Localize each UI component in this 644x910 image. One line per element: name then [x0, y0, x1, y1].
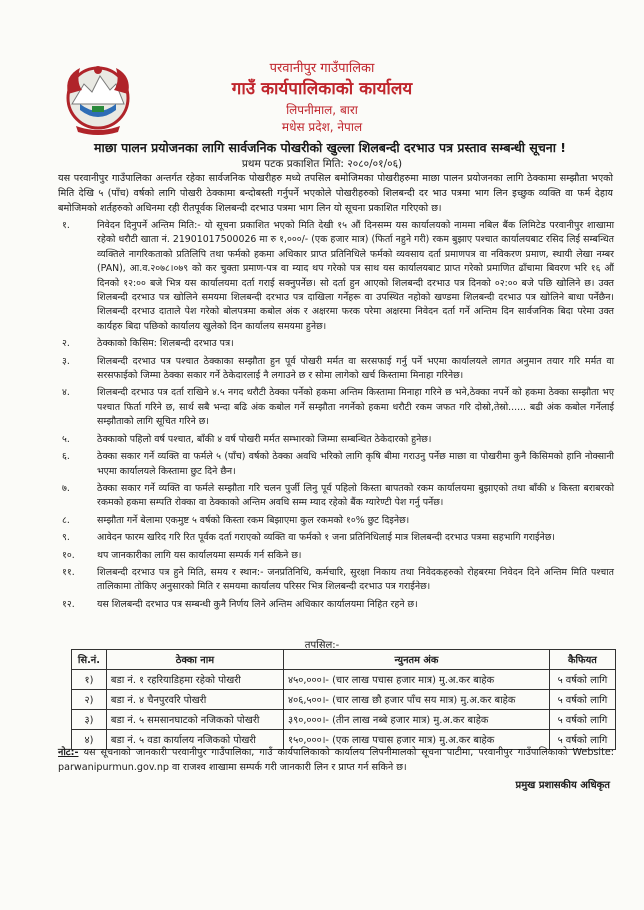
condition-number: ६.: [62, 451, 70, 463]
table-cell: १५०,०००।- (एक लाख पचास हजार मात्र) मु.अ.कर बाहेक: [284, 730, 550, 750]
table-cell: ५ वर्षको लागि: [549, 690, 615, 710]
table-cell: बडा नं. ५ वडा कार्यालय नजिकको पोखरी: [106, 730, 283, 750]
condition-text: शिलबन्दी दरभाउ पत्र हुने मिति, समय र स्थान:- जनप्रतिनिधि, कर्मचारि, सुरक्षा निकाय तथा निवेदकहरुको रोहबरमा निवेदन दिने अन्तिम मिति पश्चात तालिकामा तोकिए अनुसारको मिति र समयमा कार्यालय परिसर भित्र शिलबन्दी दरभाउ पत्र गराईनेछ।: [97, 566, 614, 593]
table-cell: ३९०,०००।- (तीन लाख नब्बे हजार मात्र) मु.अ.कर बाहेक: [284, 710, 550, 730]
condition-text: सम्झौता गर्ने बेलामा एकमुष्ट ५ वर्षको किस्ता रकम बिझाएमा कुल रकमको १०% छुट दिइनेछ।: [97, 514, 410, 526]
condition-text: ठेक्का सकार गर्ने व्यक्ति वा फर्मले सम्झौता गरि चलन पुर्जी लिनु पूर्व पहिलो किस्ता बापतको रकम कार्यालयमा बुझाएको तथा बाँकी ४ किस्ता बराबरको रकमको हकमा सम्पति रोक्का वा ठेक्काको अन्तिम अवधि सम्म म्याद रहेको बैंक ग्यारेण्टी पेश गर्नु पर्नेछ।: [97, 482, 614, 509]
table-cell: ३): [72, 710, 107, 730]
condition-text: आवेदन फारम खरिद गरि रित पूर्वक दर्ता गराएको व्यक्ति वा फर्मको १ जना प्रतिनिधिलाई मात्र शिलबन्दी दरभाउ पत्रमा सहभागि गराईनेछ।: [97, 532, 555, 544]
table-header-row: [72, 650, 616, 670]
pond-table: [71, 649, 616, 750]
intro-paragraph: यस परवानीपुर गाउँपालिका अन्तर्गत रहेका सार्वजनिक पोखरीहरु मध्ये तपसिल बमोजिमका पोखरीहरुमा माछा पालन प्रयोजनका लागि ठेक्कामा सम्झौता भएको मिति देखि ५ (पाँच) वर्षको लागि पोखरी ठेक्कामा बन्दोबस्ती गर्नुपर्ने भएकोले पोखरीहरुको शिलबन्दी दर भाउ पत्रमा भाग लिन इच्छुक व्यक्ति वा फर्म देहाय बमोजिमको शर्तहरुको अधिनमा रही रीतपूर्वक शिलबन्दी दरभाउ पत्रमा भाग लिन यो सूचना प्रकाशित गरिएको छ।: [58, 173, 613, 214]
table-cell: ५ वर्षको लागि: [549, 670, 615, 690]
condition-item: [58, 337, 614, 351]
first-published-date: प्रथम पटक प्रकाशित मिति: २०८०/०१/०६): [241, 158, 403, 170]
condition-item: [58, 433, 614, 447]
condition-text: शिलबन्दी दरभाउ पत्र पश्चात ठेक्काका सम्झौता हुन पूर्व पोखरी मर्मत वा सरसफाई गर्नु पर्ने भएमा कार्यालयले लागत अनुमान तयार गरि मर्मत वा सरसफाईको जिम्मा ठेक्का सकार गर्ने ठेकेदारलाई नै लगाउने छ र सोमा लागेको खर्च किस्तामा मिनाहा गरिनेछ।: [97, 355, 614, 382]
condition-text: ठेक्काको पहिलो वर्ष पश्चात, बाँकी ४ वर्ष पोखरी मर्मत सम्भारको जिम्मा सम्बन्धित ठेकेदारको हुनेछ।: [97, 433, 432, 445]
condition-number: ८.: [62, 514, 70, 526]
condition-item: [58, 549, 614, 563]
condition-item: [58, 531, 614, 545]
condition-number: ७.: [62, 482, 70, 494]
condition-item: [58, 450, 614, 479]
table-cell: २): [72, 690, 107, 710]
condition-item: [58, 598, 614, 612]
table-cell: ४): [72, 730, 107, 750]
condition-item: [58, 482, 614, 511]
condition-text: निवेदन दिनुपर्ने अन्तिम मिति:- यो सूचना प्रकाशित भएको मिति देखी १५ औं दिनसम्म यस कार्यालयको नाममा नबिल बैंक लिमिटेड परवानीपुर शाखामा रहेको धरौटी खाता नं. 21901017500026 मा रु १,०००/- (एक हजार मात्र) (फिर्ता नहुने गरी) रकम बुझाए पश्चात कार्यालयबाट रसिद लिई सम्बन्धित व्यक्तिले नागरिकताको प्रतिलिपि तथा फर्मको हकमा अधिकार प्राप्त प्रतिनिधिले फर्मको व्यवसाय दर्ता प्रमाणपत्र वा नविकरण प्रमाण, स्थायी लेखा नम्बर (PAN), आ.व.२०७८।०७९ को कर चुक्ता प्रमाण-पत्र वा म्याद थप गरेको पत्र साथ यस कार्यालयबाट प्राप्त गरेको प्रमाणित ढाँचामा बिवरण भरि १६ औं दिनको १२:०० बजे भित्र यस कार्यालयमा दर्ता गराई सक्नुपर्नेछ। सो दर्ता हुन आएको शिलबन्दी दरभाउ पत्र दिनको ०२:०० बजे पछि खोलिने छ। उक्त शिलबन्दी दरभाउ पत्र खोलिने समयमा शिलबन्दी दरभाउ पत्र दाखिला गर्नेहरू वा उपस्थित नहोको खण्डमा शिलबन्दी दरभाउ पत्र खोलिने बाधा पर्नेछैन। शिलबन्दी दरभाउ दाताले पेश गरेको बोलपत्रमा कबोल अंक र अक्षरमा फरक परेमा अक्षरमा निवेदन दर्ता गर्ने अन्तिम दिन सार्वजनिक बिदा परेमा उक्त कार्यहरु बिदा पछिको कार्यालय खुलेको दिन कार्यालय समयमा हुनेछ।: [97, 220, 614, 332]
table-cell: बडा नं. ५ समसानघाटको नजिकको पोखरी: [106, 710, 283, 730]
signatory-title: प्रमुख प्रशासकीय अधिकृत: [515, 780, 610, 791]
condition-item: [58, 514, 614, 528]
condition-number: ३.: [62, 355, 70, 367]
condition-number: १.: [62, 220, 70, 231]
column-header: ठेक्का नाम: [106, 650, 283, 670]
condition-item: [58, 566, 614, 595]
condition-item: [58, 386, 614, 429]
conditions-list: [58, 219, 614, 615]
condition-text: ठेक्का सकार गर्ने व्यक्ति वा फर्मले ५ (पाँच) वर्षको ठेक्का अवधि भरिको लागि कृषि बीमा गराउनु पर्नेछ माछा वा पोखरीमा कुनै किसिमको हानि नोक्सानी भएमा कार्यालयले किस्तामा छुट दिने छैन।: [97, 451, 614, 477]
condition-number: ४.: [62, 387, 70, 399]
condition-number: ११.: [62, 566, 75, 578]
table-cell: ४५०,०००।- (चार लाख पचास हजार मात्र) मु.अ.कर बाहेक: [284, 670, 550, 690]
notice-title: माछा पालन प्रयोजनका लागि सार्वजनिक पोखरीको खुल्ला शिलबन्दी दरभाउ पत्र प्रस्ताव सम्बन्धी सूचना !: [94, 140, 566, 155]
condition-item: [58, 355, 614, 384]
column-header: सि.नं.: [72, 650, 107, 670]
condition-text: ठेक्काको किसिम: शिलबन्दी दरभाउ पत्र।: [97, 338, 234, 350]
schedule-heading: तपसिल:-: [304, 640, 340, 651]
municipality-name: परवानीपुर गाउँपालिका: [269, 61, 375, 76]
column-header: कैफियत: [549, 650, 615, 670]
table-cell: ४०६,५००।- (चार लाख छौ हजार पाँच सय मात्र) मु.अ.कर बाहेक: [284, 690, 550, 710]
condition-number: १०.: [62, 549, 75, 561]
table-cell: बडा नं. ४ चैनपुरवरि पोखरी: [106, 690, 283, 710]
table-cell: ५ वर्षको लागि: [549, 730, 615, 750]
condition-text: शिलबन्दी दरभाउ पत्र दर्ता राखिने ४.५ नगद धरौटी ठेक्का पर्नेको हकमा अन्तिम किस्तामा मिनाहा गरिने छ भने,ठेक्का नपर्ने को हकमा ठेक्का सम्झौता भए पश्चात फिर्ता गरिने छ, सार्थ सबै भन्दा बढि अंक कबोल गर्ने सम्झौता नगर्नेको हकमा धरौटी रकम जफत गरि दोस्रो,तेस्रो...... बढी अंक कबोल गर्नेलाई सम्झौताको लागि सूचित गरिने छ।: [97, 387, 614, 428]
table-cell: बडा नं. १ रहरियाडिहमा रहेको पोखरी: [106, 670, 283, 690]
condition-text: थप जानकारीका लागि यस कार्यालयमा सम्पर्क गर्न सकिने छ।: [97, 549, 302, 561]
office-address: लिपनीमाल, बारा: [286, 103, 358, 117]
note-text: यस सूचनाको जानकारी परवानीपुर गाउँपालिका, गाउँ कार्यपालिकाको कार्यालय लिपनीमालको सूचना पाटीमा, परवानीपुर गाउँपालिकाको Website: parwanipurmun.gov.np वा राजश्व शाखामा सम्पर्क गरी जानकारी लिन र प्राप्त गर्न सकिने छ।: [58, 747, 614, 773]
note-label: नोट:-: [58, 747, 79, 758]
condition-number: ९.: [62, 532, 70, 544]
condition-number: २.: [62, 338, 70, 350]
condition-number: १२.: [62, 598, 75, 610]
table-row: [72, 690, 616, 710]
condition-number: ५.: [62, 433, 70, 445]
column-header: न्युनतम अंक: [284, 650, 550, 670]
table-row: [72, 710, 616, 730]
condition-item: [58, 219, 614, 334]
office-name: गाउँ कार्यपालिकाको कार्यालय: [231, 79, 413, 99]
table-cell: ५ वर्षको लागि: [549, 710, 615, 730]
note-paragraph: [58, 745, 614, 775]
province-name: मधेस प्रदेश, नेपाल: [281, 120, 363, 134]
table-cell: १): [72, 670, 107, 690]
table-row: [72, 670, 616, 690]
condition-text: यस शिलबन्दी दरभाउ पत्र सम्बन्धी कुनै निर्णय लिने अन्तिम अधिकार कार्यालयमा निहित रहने छ।: [97, 598, 418, 610]
